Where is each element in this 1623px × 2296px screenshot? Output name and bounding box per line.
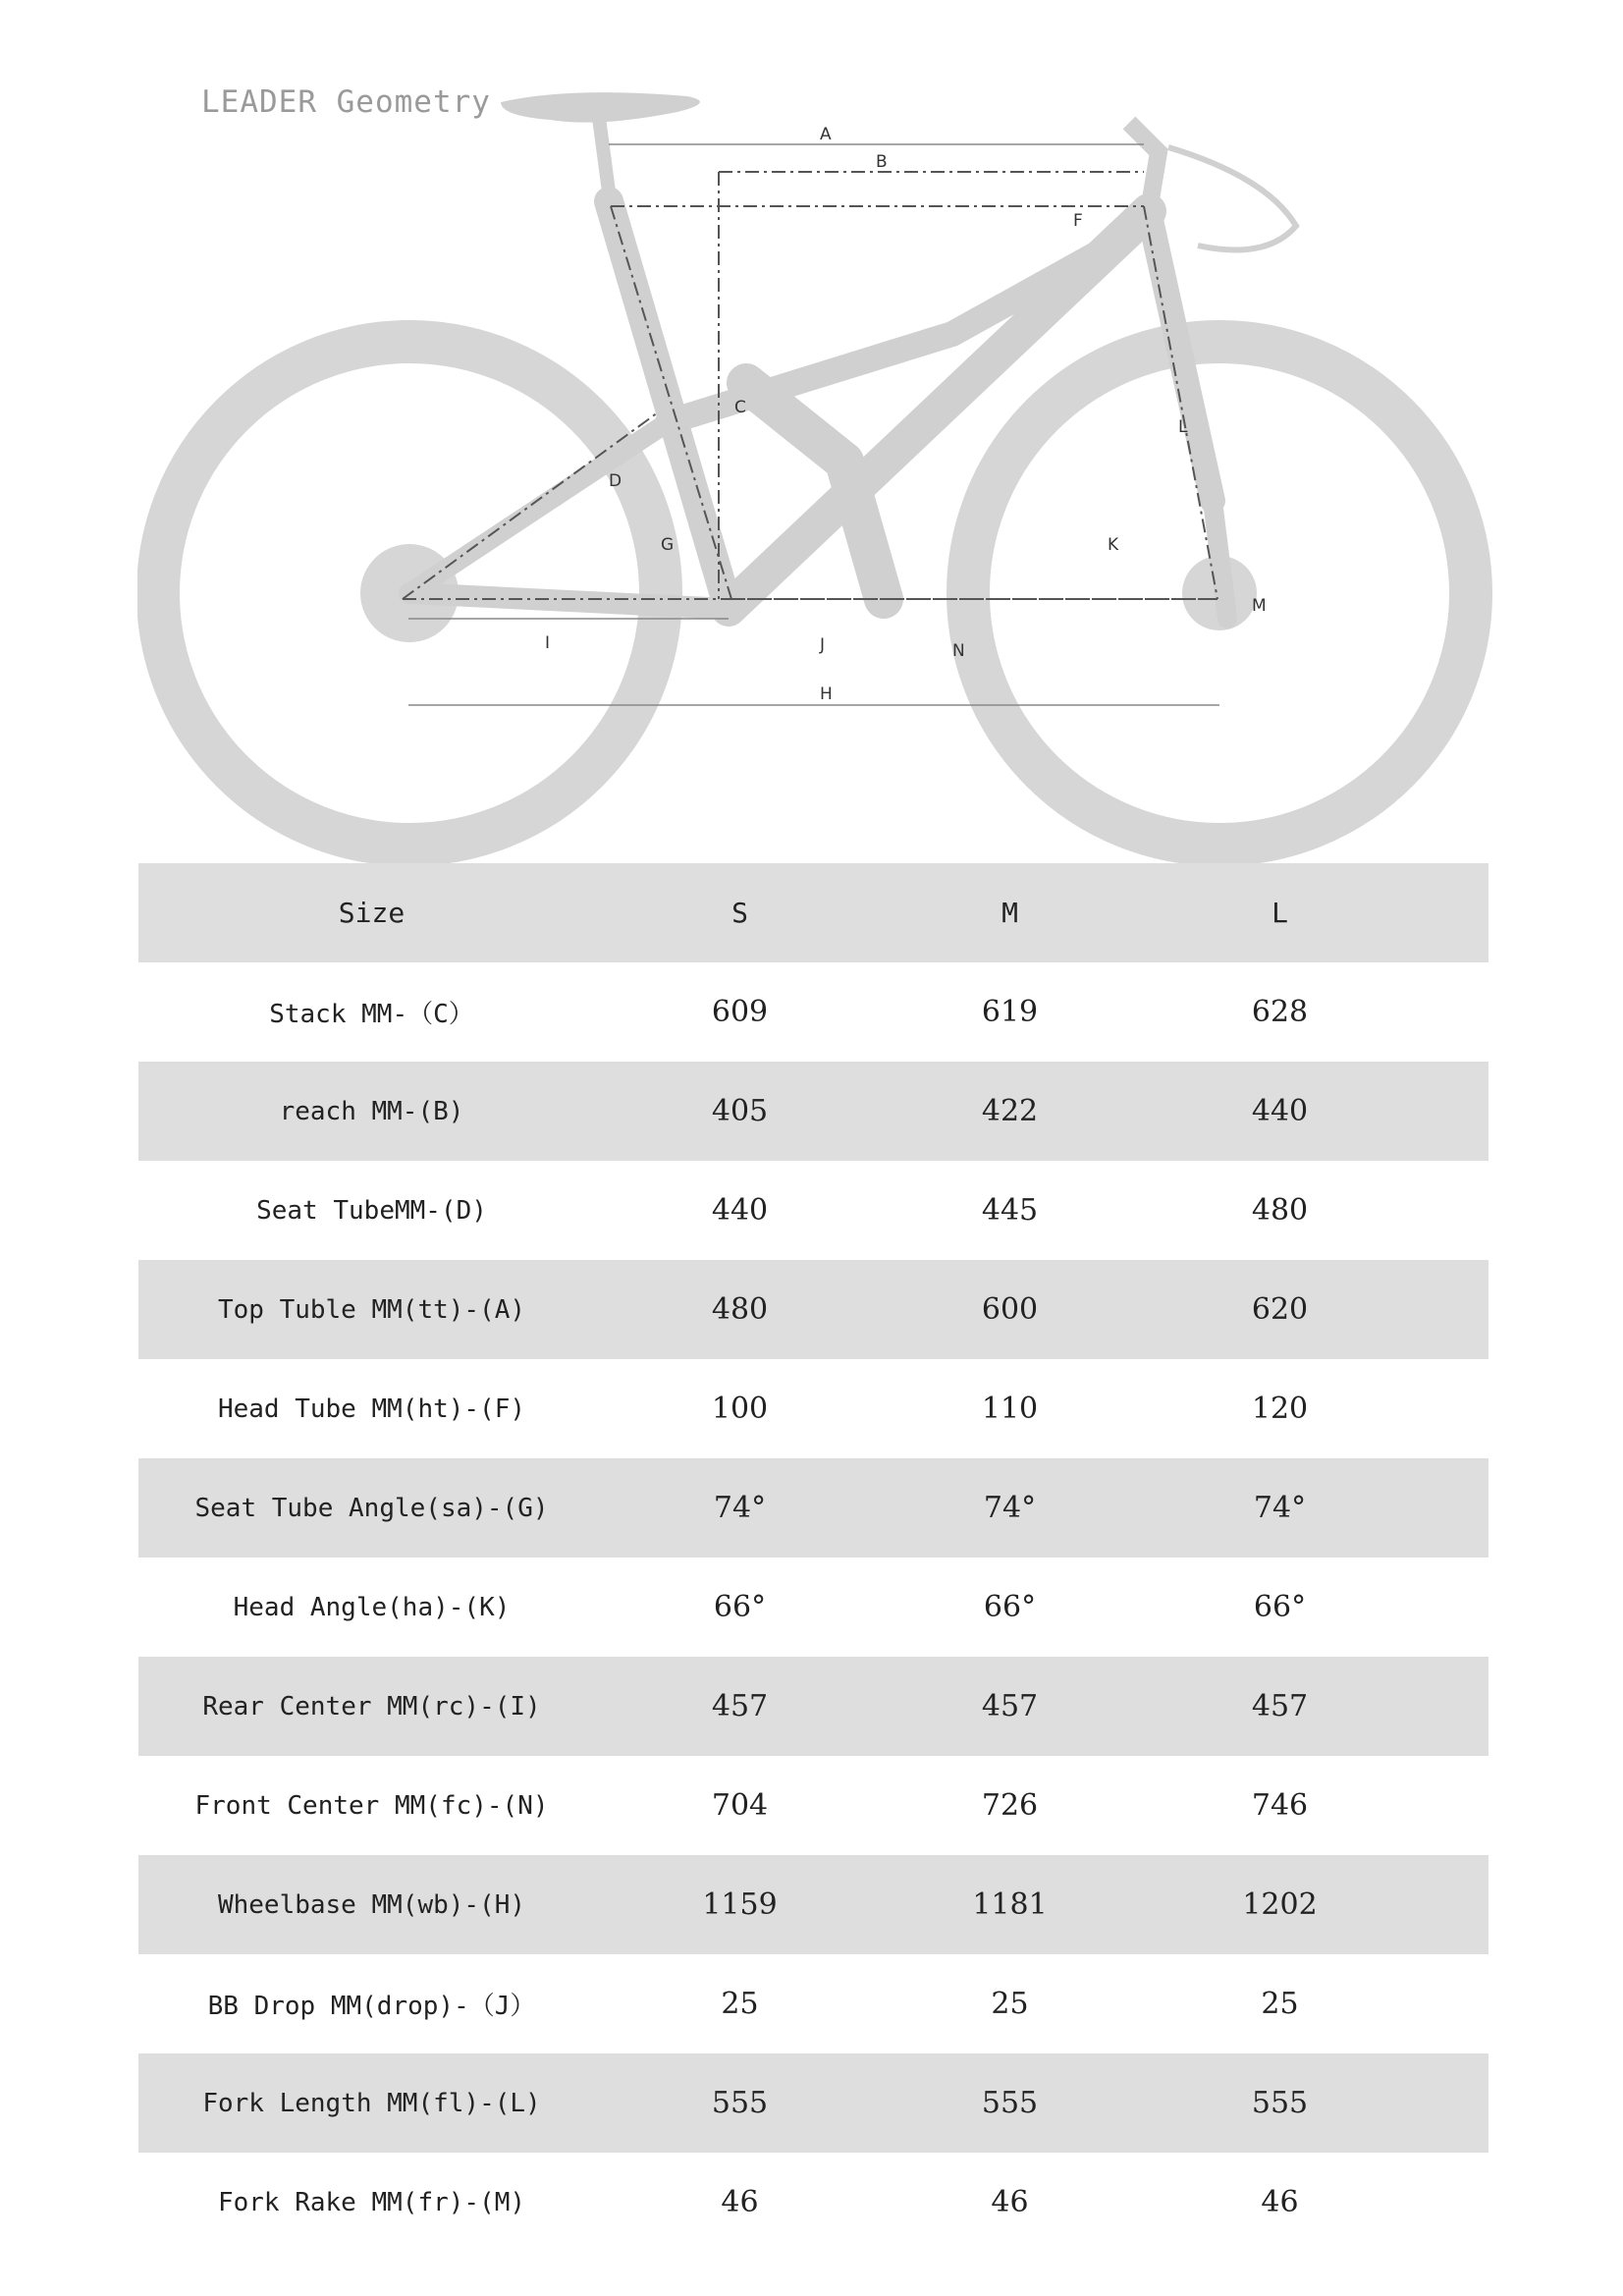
header-size-l: L <box>1271 897 1288 929</box>
row-value-s: 66° <box>713 1590 767 1624</box>
row-value-s: 100 <box>711 1392 769 1426</box>
label-K: K <box>1108 535 1119 555</box>
label-N: N <box>952 641 965 661</box>
row-value-l: 628 <box>1251 995 1309 1029</box>
row-label: Wheelbase MM(wb)-(H) <box>217 1889 526 1920</box>
geometry-table <box>138 863 1488 2252</box>
row-value-l: 25 <box>1261 1987 1299 2021</box>
row-value-m: 74° <box>983 1491 1037 1525</box>
row-value-m: 1181 <box>972 1887 1048 1922</box>
saddle <box>501 92 700 206</box>
row-value-l: 555 <box>1251 2086 1309 2120</box>
table-row <box>138 1359 1488 1458</box>
row-value-s: 609 <box>711 995 769 1029</box>
header-size-m: M <box>1001 897 1018 929</box>
row-value-l: 457 <box>1251 1689 1309 1723</box>
bike-geometry-diagram <box>137 88 1492 864</box>
row-value-m: 726 <box>981 1788 1039 1823</box>
label-L: L <box>1178 417 1188 437</box>
header-size-s: S <box>731 897 748 929</box>
label-B: B <box>876 152 888 172</box>
row-value-l: 440 <box>1251 1094 1309 1128</box>
row-label: Seat TubeMM-(D) <box>256 1195 487 1226</box>
row-value-s: 555 <box>711 2086 769 2120</box>
row-value-s: 704 <box>711 1788 769 1823</box>
table-row <box>138 2153 1488 2252</box>
row-value-l: 120 <box>1251 1392 1309 1426</box>
table-row <box>138 1062 1488 1161</box>
label-G: G <box>661 535 675 555</box>
table-row <box>138 1756 1488 1855</box>
row-value-m: 66° <box>983 1590 1037 1624</box>
row-label: Fork Length MM(fl)-(L) <box>202 2088 541 2118</box>
bike-frame <box>409 201 1227 619</box>
label-M: M <box>1252 596 1267 616</box>
table-row <box>138 2053 1488 2153</box>
row-label: BB Drop MM(drop)-（J） <box>207 1992 536 2021</box>
row-value-l: 480 <box>1251 1193 1309 1228</box>
page-title: LEADER Geometry <box>201 84 491 120</box>
row-label: Front Center MM(fc)-(N) <box>194 1790 549 1821</box>
row-value-l: 74° <box>1253 1491 1307 1525</box>
table-row <box>138 1558 1488 1657</box>
row-value-m: 46 <box>991 2185 1029 2219</box>
table-row <box>138 962 1488 1062</box>
label-A: A <box>820 125 832 144</box>
row-value-s: 457 <box>711 1689 769 1723</box>
row-value-m: 422 <box>981 1094 1039 1128</box>
row-value-s: 480 <box>711 1292 769 1327</box>
row-label: Head Angle(ha)-(K) <box>233 1592 511 1622</box>
label-D: D <box>609 471 622 491</box>
row-value-m: 445 <box>981 1193 1039 1228</box>
row-value-m: 25 <box>991 1987 1029 2021</box>
row-label: Top Tuble MM(tt)-(A) <box>217 1294 526 1325</box>
row-value-s: 405 <box>711 1094 769 1128</box>
row-value-m: 555 <box>981 2086 1039 2120</box>
table-row <box>138 1260 1488 1359</box>
row-value-s: 74° <box>713 1491 767 1525</box>
row-label: Fork Rake MM(fr)-(M) <box>217 2187 526 2217</box>
row-label: Rear Center MM(rc)-(I) <box>202 1691 541 1722</box>
row-value-m: 457 <box>981 1689 1039 1723</box>
row-value-l: 1202 <box>1242 1887 1318 1922</box>
row-value-s: 440 <box>711 1193 769 1228</box>
row-value-s: 46 <box>721 2185 759 2219</box>
label-F: F <box>1073 211 1083 231</box>
row-label: Stack MM-（C） <box>269 1000 474 1029</box>
header-size-label: Size <box>338 897 406 929</box>
table-row <box>138 1954 1488 2053</box>
row-value-s: 1159 <box>702 1887 778 1922</box>
label-C: C <box>734 398 746 417</box>
row-value-s: 25 <box>721 1987 759 2021</box>
row-value-l: 746 <box>1251 1788 1309 1823</box>
label-H: H <box>820 684 833 704</box>
row-value-m: 619 <box>981 995 1039 1029</box>
table-row <box>138 1161 1488 1260</box>
table-header-row <box>138 863 1488 962</box>
row-value-l: 66° <box>1253 1590 1307 1624</box>
row-label: Seat Tube Angle(sa)-(G) <box>194 1493 549 1523</box>
row-value-l: 620 <box>1251 1292 1309 1327</box>
label-J: J <box>820 635 826 655</box>
table-row <box>138 1657 1488 1756</box>
row-label: reach MM-(B) <box>279 1096 464 1126</box>
row-value-m: 600 <box>981 1292 1039 1327</box>
table-row <box>138 1458 1488 1558</box>
row-value-l: 46 <box>1261 2185 1299 2219</box>
label-I: I <box>545 633 551 653</box>
row-value-m: 110 <box>981 1392 1039 1426</box>
table-row <box>138 1855 1488 1954</box>
row-label: Head Tube MM(ht)-(F) <box>217 1394 526 1424</box>
